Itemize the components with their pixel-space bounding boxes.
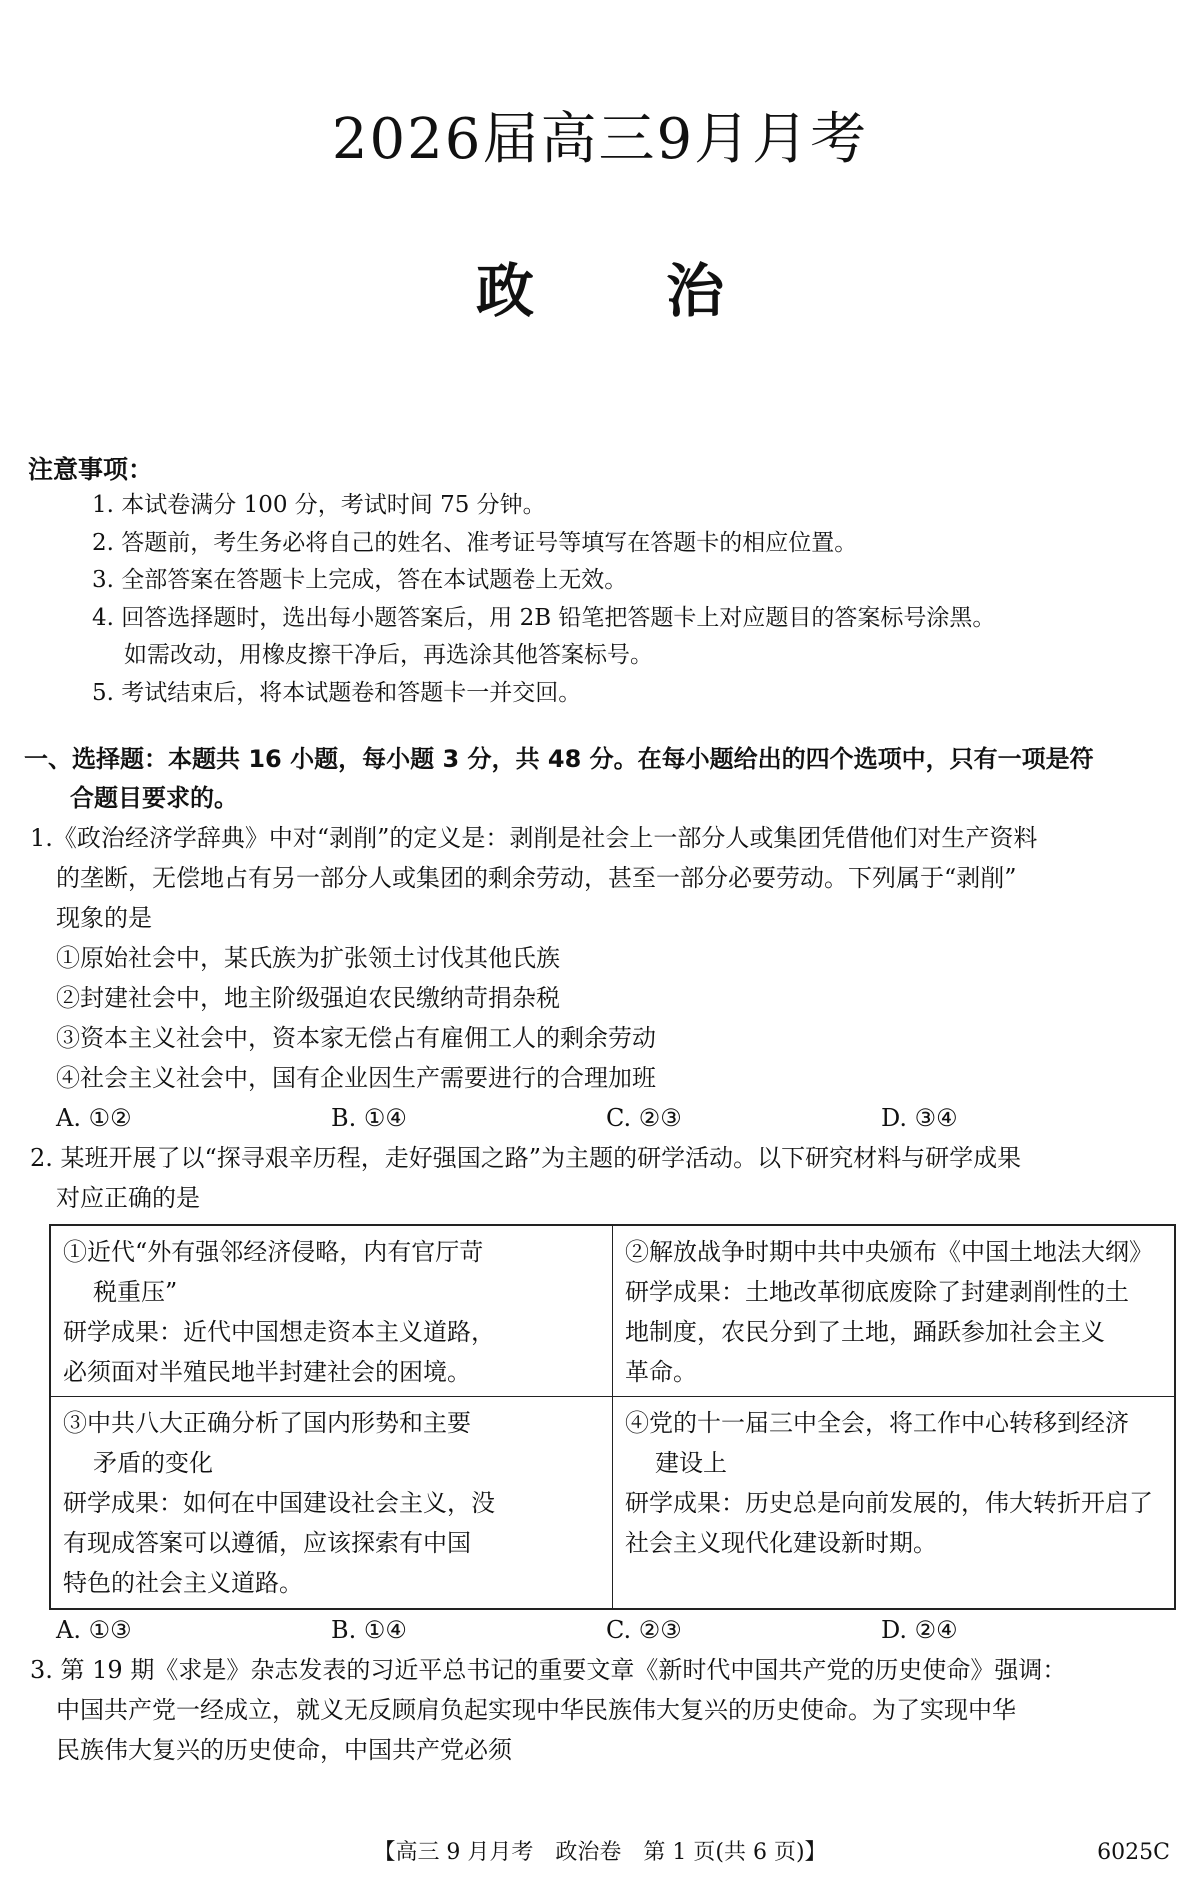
answer-options: [30, 1098, 1156, 1138]
subject-char: 治: [666, 257, 725, 325]
cell-line: 有现成答案可以遵循，应该探索有中国: [63, 1529, 471, 1558]
question-stem: 的垄断，无偿地占有另一部分人或集团的剩余劳动，甚至一部分必要劳动。下列属于“剥削”: [56, 864, 1017, 892]
cell-line: 税重压”: [93, 1278, 178, 1306]
table-cell: [50, 1397, 613, 1609]
cell-line: 矛盾的变化: [93, 1449, 213, 1478]
option-c: C. ②③: [606, 1104, 682, 1132]
notice-item: 1. 本试卷满分 100 分，考试时间 75 分钟。: [92, 492, 546, 518]
page-footer: 【高三 9 月月考 政治卷 第 1 页(共 6 页)】: [373, 1840, 827, 1865]
option-b: B. ①④: [331, 1104, 407, 1132]
question-stem: 对应正确的是: [56, 1184, 200, 1212]
question-statement: ①原始社会中，某氏族为扩张领土讨伐其他氏族: [56, 944, 560, 972]
table-cell: [613, 1397, 1176, 1609]
cell-line: 研学成果：历史总是向前发展的，伟大转折开启了: [625, 1489, 1153, 1518]
subject-title: [0, 256, 1200, 326]
notice-item: 4. 回答选择题时，选出每小题答案后，用 2B 铅笔把答题卡上对应题目的答案标号涂黑。: [92, 604, 996, 631]
question-stem: 1.《政治经济学辞典》中对“剥削”的定义是：剥削是社会上一部分人或集团凭借他们对生产资料: [30, 824, 1038, 852]
option-a: A. ①③: [56, 1616, 132, 1644]
subject-char: 政: [475, 257, 534, 325]
cell-line: ③中共八大正确分析了国内形势和主要: [63, 1409, 471, 1438]
question-stem: 现象的是: [56, 904, 152, 932]
notice-item: 2. 答题前，考生务必将自己的姓名、准考证号等填写在答题卡的相应位置。: [92, 529, 858, 556]
answer-options: [30, 1610, 1156, 1650]
cell-line: 建设上: [655, 1449, 727, 1478]
option-d: D. ②④: [881, 1616, 958, 1644]
cell-line: 研学成果：如何在中国建设社会主义，没: [63, 1489, 495, 1518]
option-a: A. ①②: [56, 1104, 132, 1132]
question-2-options-block: [30, 1610, 1180, 1650]
notice-item: 3. 全部答案在答题卡上完成，答在本试题卷上无效。: [92, 567, 628, 593]
cell-line: 特色的社会主义道路。: [63, 1569, 303, 1598]
question-stem: 3. 第 19 期《求是》杂志发表的习近平总书记的重要文章《新时代中国共产党的历史使命》强调：: [30, 1656, 1067, 1684]
section-heading-line: 合题目要求的。: [70, 784, 238, 812]
cell-line: 研学成果：土地改革彻底废除了封建剥削性的土: [625, 1278, 1129, 1306]
question-stem: 2. 某班开展了以“探寻艰辛历程，走好强国之路”为主题的研学活动。以下研究材料与研学成果: [30, 1144, 1022, 1172]
notice-item: 5. 考试结束后，将本试题卷和答题卡一并交回。: [92, 679, 582, 706]
option-d: D. ③④: [881, 1104, 958, 1132]
table-cell: [50, 1225, 613, 1397]
option-c: C. ②③: [606, 1616, 682, 1644]
exam-title: 2026届高三9月月考: [331, 107, 869, 172]
question-3: [30, 1650, 1180, 1770]
material-table: [49, 1224, 1176, 1610]
section-heading: [24, 740, 1184, 818]
cell-line: 社会主义现代化建设新时期。: [625, 1529, 937, 1558]
notice-heading: 注意事项：: [28, 455, 154, 484]
question-stem: 中国共产党一经成立，就义无反顾肩负起实现中华民族伟大复兴的历史使命。为了实现中华: [56, 1696, 1016, 1724]
question-2: [30, 1138, 1180, 1218]
option-b: B. ①④: [331, 1616, 407, 1644]
cell-line: 地制度，农民分到了土地，踊跃参加社会主义: [625, 1318, 1105, 1346]
question-1: [30, 818, 1180, 1138]
cell-line: ②解放战争时期中共中央颁布《中国土地法大纲》: [625, 1238, 1153, 1266]
cell-line: ④党的十一届三中全会，将工作中心转移到经济: [625, 1409, 1129, 1438]
question-statement: ③资本主义社会中，资本家无偿占有雇佣工人的剩余劳动: [56, 1024, 656, 1052]
cell-line: 研学成果：近代中国想走资本主义道路，: [63, 1318, 495, 1346]
question-statement: ④社会主义社会中，国有企业因生产需要进行的合理加班: [56, 1064, 656, 1092]
cell-line: ①近代“外有强邻经济侵略，内有官厅苛: [63, 1238, 484, 1266]
cell-line: 革命。: [625, 1358, 697, 1386]
question-stem: 民族伟大复兴的历史使命，中国共产党必须: [56, 1736, 512, 1764]
notice-list: [92, 487, 1182, 712]
section-heading-line: 一、选择题：本题共 16 小题，每小题 3 分，共 48 分。在每小题给出的四个选项中，只有一项是符: [24, 745, 1094, 773]
table-cell: [613, 1225, 1176, 1397]
question-statement: ②封建社会中，地主阶级强迫农民缴纳苛捐杂税: [56, 984, 560, 1012]
notice-item-continuation: 如需改动，用橡皮擦干净后，再选涂其他答案标号。: [124, 642, 653, 668]
paper-code: 6025C: [1097, 1840, 1170, 1865]
cell-line: 必须面对半殖民地半封建社会的困境。: [63, 1358, 471, 1386]
